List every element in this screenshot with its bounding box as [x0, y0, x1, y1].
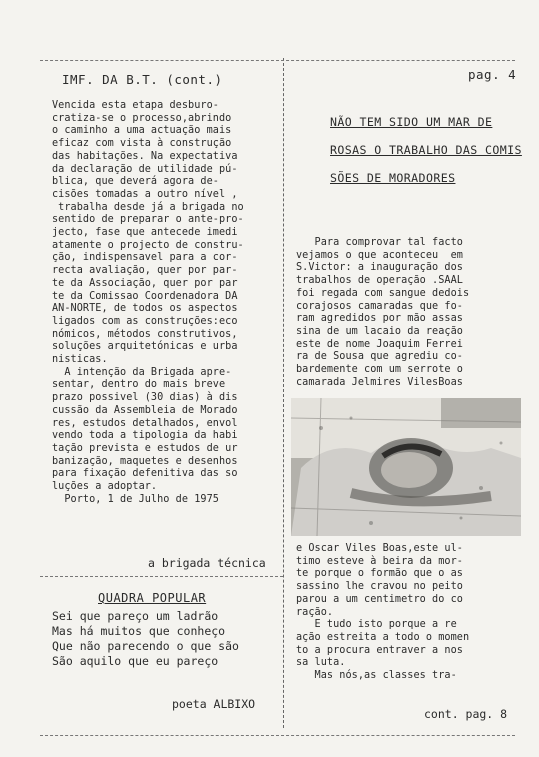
article-line: bardemente com um serrote o	[296, 364, 463, 376]
article-line: sentar, dentro do mais breve	[52, 379, 226, 391]
article-line: cisões tomadas a outro nível ,	[52, 188, 238, 200]
headline-line: ROSAS O TRABALHO DAS COMIS	[330, 143, 522, 157]
right-article-body-bottom	[296, 543, 524, 683]
article-line: atamente o projecto de constru-	[52, 239, 244, 251]
poem-line: Mas há muitos que conheço	[52, 624, 226, 638]
article-line: cratiza-se o processo,abrindo	[52, 112, 232, 124]
article-line: E tudo isto porque a re	[296, 619, 457, 631]
article-line: res, estudos detalhados, envol	[52, 417, 238, 429]
article-line: camarada Jelmires VilesBoas	[296, 376, 463, 388]
article-line: blica, que deverá agora de-	[52, 176, 219, 188]
poem-title: QUADRA POPULAR	[98, 591, 207, 605]
article-line: ação estreita a todo o momen	[296, 631, 470, 643]
article-line: este de nome Joaquim Ferrei	[296, 338, 463, 350]
bottom-divider	[40, 735, 515, 736]
article-line: to a procura entraver a nos	[296, 644, 463, 656]
article-line: parou a um centimetro do co	[296, 593, 463, 605]
article-line: trabalhos de operação .SAAL	[296, 275, 463, 287]
article-line: o caminho a uma actuação mais	[52, 125, 232, 137]
article-line: nisticas.	[52, 354, 108, 366]
article-line: te da Comissao Coordenadora DA	[52, 290, 238, 302]
article-line: ligados com as construções:eco	[52, 315, 238, 327]
article-line: AN-NORTE, de todos os aspectos	[52, 303, 238, 315]
article-line: te da Associação, quer por par	[52, 277, 238, 289]
article-line: tação prevista e estudos de ur	[52, 442, 238, 454]
article-line: ra de Sousa que agrediu co-	[296, 351, 463, 363]
article-line: soluções arquitetónicas e urba	[52, 341, 238, 353]
article-line: banização, maquetes e desenhos	[52, 455, 238, 467]
column-divider	[283, 58, 285, 728]
news-photo	[291, 398, 521, 536]
article-line: ração.	[296, 606, 334, 618]
article-line: vendo toda a tipologia da habi	[52, 430, 238, 442]
continuation-note: cont. pag. 8	[424, 707, 508, 721]
article-line: sina de um lacaio da reação	[296, 325, 463, 337]
article-line: da declaração de utilidade pú-	[52, 163, 238, 175]
left-article-signature: a brigada técnica	[148, 556, 266, 570]
article-line: sentido de preparar o ante-pro-	[52, 214, 244, 226]
article-line: Para comprovar tal facto	[296, 237, 463, 248]
injured-man-photo-image	[291, 398, 521, 536]
article-line: Mas nós,as classes tra-	[296, 670, 457, 682]
article-line: sa luta.	[296, 657, 346, 669]
article-line: S.Victor: a inauguração dos	[296, 262, 463, 274]
article-line: sassino lhe cravou no peito	[296, 581, 463, 593]
article-line: prazo possivel (30 dias) à dis	[52, 392, 238, 404]
article-line: nómicos, métodos construtivos,	[52, 328, 238, 340]
article-line: eficaz com vista à construção	[52, 138, 232, 150]
poem-divider	[40, 576, 283, 577]
headline-line: NÃO TEM SIDO UM MAR DE	[330, 115, 493, 129]
article-line: corajosos camaradas que fo-	[296, 300, 463, 312]
article-line: e Oscar Viles Boas,este ul-	[296, 543, 463, 554]
article-line: Vencida esta etapa desburo-	[52, 100, 219, 111]
article-line: cussão da Assembleia de Morado	[52, 404, 238, 416]
poem-author: poeta ALBIXO	[172, 697, 256, 711]
article-line: A intenção da Brigada apre-	[52, 366, 232, 378]
article-line: luções a adoptar.	[52, 481, 158, 493]
article-line: ram agredidos por mão assas	[296, 313, 463, 325]
poem-line: Que não parecendo o que são	[52, 639, 239, 653]
article-line: timo esteve à beira da mor-	[296, 555, 463, 567]
left-article-body	[52, 100, 280, 507]
article-line: Porto, 1 de Julho de 1975	[52, 493, 219, 505]
article-line: jecto, fase que antecede imedi	[52, 227, 238, 239]
right-article-body-top	[296, 237, 524, 389]
article-line: vejamos o que aconteceu em	[296, 249, 463, 261]
header-divider	[40, 60, 515, 61]
poem-line: São aquilo que eu pareço	[52, 654, 219, 668]
article-line: te porque o formão que o as	[296, 568, 463, 580]
article-line: das habitações. Na expectativa	[52, 150, 238, 162]
right-article-title	[330, 108, 520, 192]
poem-line: Sei que pareço um ladrão	[52, 609, 219, 623]
section-title: IMF. DA B.T. (cont.)	[62, 72, 223, 87]
article-line: foi regada com sangue dedois	[296, 287, 470, 299]
headline-line: SÕES DE MORADORES	[330, 171, 456, 185]
poem-body	[52, 609, 239, 669]
article-line: ção, indispensavel para a cor-	[52, 252, 238, 264]
page-number: pag. 4	[468, 67, 517, 82]
article-line: trabalha desde já a brigada no	[52, 201, 244, 213]
article-line: para fixação defenitiva das so	[52, 468, 238, 480]
article-line: recta avaliação, quer por par-	[52, 265, 238, 277]
